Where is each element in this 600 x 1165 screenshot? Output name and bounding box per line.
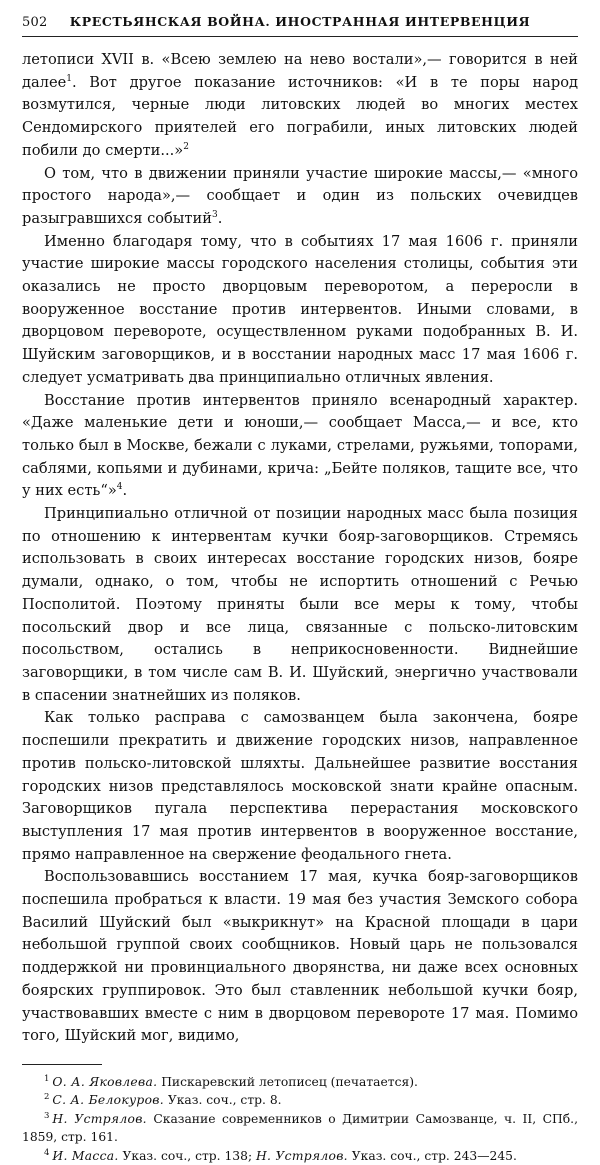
footnote: $^4$ И. Масса. Указ. соч., стр. 138; Н. Устрялов. Указ. соч., стр. 243—245. xyxy=(44,1147,517,1163)
footnote-ref: 3 xyxy=(211,210,218,221)
footnote-ref: 4 xyxy=(116,482,123,493)
page-number: 502 xyxy=(22,15,48,30)
paragraph: Восстание против интервентов приняло всенародный характер. «Даже маленькие дети и юноши,— сообщает Масса,— и все, кто только был в Москве, бежали с луками, стрелами, ружьями, топорами, саблями, копьями и дубинами, крича: „Бейте поляков, тащите все, что у них есть“»$^4$. xyxy=(22,391,578,500)
footnote-ref: 2 xyxy=(183,141,189,152)
body-text xyxy=(22,49,578,1048)
footnote-divider xyxy=(22,1064,102,1065)
paragraph: Именно благодаря тому, что в событиях 17 мая 1606 г. приняли участие широкие массы городского населения столицы, события эти оказались не просто дворцовым переворотом, а переросли в вооруженное восстание против интервентов. Иными словами, в дворцовом перевороте, осуществленном руками подобранных В. И. Шуйским заговорщиков, и в восстании народных масс 17 мая 1606 г. следует усматривать два принципиально отличных явления. xyxy=(22,232,578,386)
footnote: $^3$ Н. Устрялов. Сказание современников о Димитрии Самозванце, ч. II, СПб., 1859, стр. 161. xyxy=(22,1110,578,1145)
footnote: $^2$ С. А. Белокуров. Указ. соч., стр. 8. xyxy=(44,1092,282,1108)
paragraph: Принципиально отличной от позиции народных масс была позиция по отношению к интервентам кучки бояр-заговорщиков. Стремясь использовать в своих интересах восстание городских низов, бояре думали, однако, о том, чтобы не испортить отношений с Речью Посполитой. Поэтому приняты были все меры к тому, чтобы посольский двор и все лица, связанные с польско-литовским посольством, остались в неприкосновенности. Виднейшие заговорщики, в том числе сам В. И. Шуйский, энергично участвовали в спасении знатнейших из поляков. xyxy=(22,505,578,704)
footnotes xyxy=(22,1073,578,1165)
footnote-ref: 1 xyxy=(66,73,72,84)
paragraph: О том, что в движении приняли участие широкие массы,— «много простого народа»,— сообщает и один из польских очевидцев разыгравшихся событий$^3$. xyxy=(22,164,578,227)
running-title: КРЕСТЬЯНСКАЯ ВОЙНА. ИНОСТРАННАЯ ИНТЕРВЕНЦИЯ xyxy=(69,14,531,29)
paragraph: летописи XVII в. «Всею землею на нево востали»,— говорится в ней далее$^1$. Вот другое показание источников: «И в те поры народ возмутился, черные люди литовских людей во многих местех Сендомирского приятелей его пограбили, иных литовских людей побили до смерти...»$^2$ xyxy=(22,51,578,159)
paragraph: Как только расправа с самозванцем была закончена, бояре поспешили прекратить и движение городских низов, направленное против польско-литовской шляхты. Дальнейшее развитие восстания городских низов представлялось московской знати крайне опасным. Заговорщиков пугала перспектива перерастания московского выступления 17 мая против интервентов в вооруженное восстание, прямо направленное на свержение феодального гнета. xyxy=(22,709,578,863)
paragraph: Воспользовавшись восстанием 17 мая, кучка бояр-заговорщиков поспешила пробраться к власти. 19 мая без участия Земского собора Василий Шуйский был «выкрикнут» на Красной площади в цари небольшой группой своих сообщников. Новый царь не пользовался поддержкой ни провинциального дворянства, ни даже всех основных боярских группировок. Это был ставленник небольшой кучки бояр, участвовавших вместе с ним в дворцовом перевороте 17 мая. Помимо того, Шуйский мог, видимо, xyxy=(22,868,578,1045)
footnote: $^1$ О. А. Яковлева. Пискаревский летописец (печатается). xyxy=(44,1073,418,1089)
running-head xyxy=(22,14,578,37)
